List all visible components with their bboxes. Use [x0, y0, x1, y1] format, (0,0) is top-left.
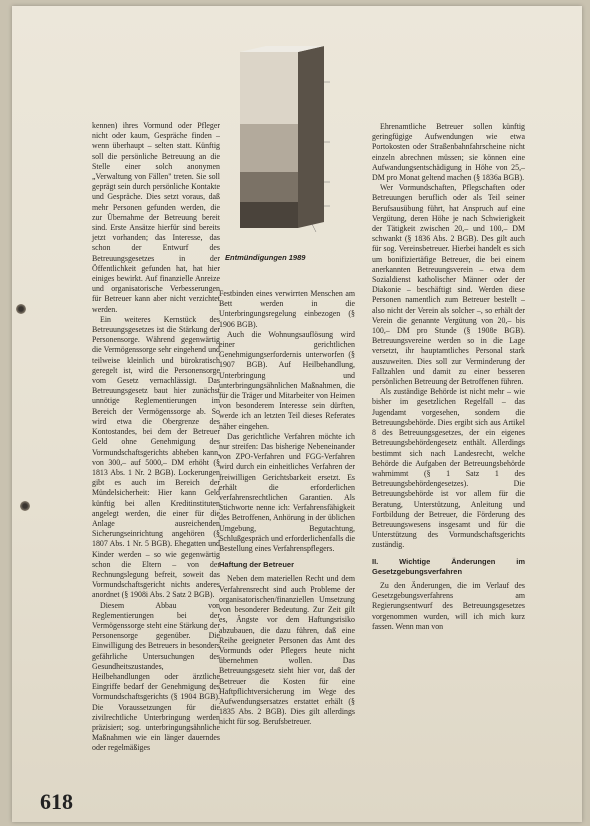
- stacked-block-figure: [220, 32, 356, 262]
- figure-segment-1: [240, 52, 298, 124]
- paragraph: Zu den Änderungen, die im Verlauf des Gesetzgebungsverfahrens am Regierungsentwurf des Betreuungsgesetzes vorgenommen wurden, will ich mich kurz fassen. Wenn man von: [372, 580, 525, 631]
- text-column-1: [92, 121, 220, 754]
- paragraph: kennen) ihres Vormund oder Pfleger nicht oder kaum, Gespräche finden – wenn überhaupt – selten statt. Künftig soll die persönliche Betreuung an die Stelle einer solch anonymen „Verwaltung von Fällen" treten. Sie soll geprägt sein durch persönliche Kontakte und Gespräche. Dies setzt voraus, daß mehr Personen gefunden werden, die zur Übernahme der Betreuung bereit sind. Erste Ansätze hierfür sind bereits jetzt vorhanden; das Interesse, das schon der Entwurf des Betreuungsgesetzes in der Öffentlichkeit gefunden hat, hat hier einiges bewirkt. Auf finanzielle Anreize und organisatorische Verbesserungen für Betreuer kann aber nicht verzichtet werden.: [92, 121, 220, 314]
- figure-side-face: [298, 46, 324, 228]
- page-number: 618: [40, 789, 73, 814]
- paragraph: Neben dem materiellen Recht und dem Verfahrensrecht sind auch Probleme der organisatorischen/finanziellen Umsetzung von besonderer Bedeutung. Zur Zeit gilt es, Ängste vor dem Haftungsrisiko abzubauen, die dazu führen, daß eine Reihe geeigneter Personen das Amt des Vormunds oder Pflegers heute nicht übernehmen wollen. Das Betreuungsgesetz sieht hier vor, daß der Betreuer die Kosten für eine Haftpflichtversicherung im Wege des Aufwendungsersatzes erstattet erhält (§ 1835 Abs. 2 BGB). Dies gilt allerdings nicht für sog. Berufsbetreuer.: [219, 574, 355, 727]
- paragraph: Das gerichtliche Verfahren möchte ich nur streifen: Das bisherige Nebeneinander von ZPO-Verfahren und FGG-Verfahren wird durch ein einheitliches Verfahren der freiwilligen Gerichtsbarkeit ersetzt. Es erhält die erforderlichen verfahrensrechtlichen Garantien. Als Stichworte nenne ich: Verfahrensfähigkeit des Betroffenen, Anhörung in der üblichen Umgebung, Begutachtung, Schlußgespräch und erforderlichenfalls die Bestellung eines Verfahrenspflegers.: [219, 431, 355, 554]
- figure-segment-2: [240, 124, 298, 172]
- punch-hole-icon: [20, 501, 30, 511]
- paragraph: Ehrenamtliche Betreuer sollen künftig geringfügige Aufwendungen wie etwa Portokosten oder Straßenbahnfahrscheine nicht einzeln abrechnen müssen; sie können eine Aufwandungsentschädigung in Höhe von 25,– DM pro Monat geltend machen (§ 1836a BGB).: [372, 122, 525, 183]
- figure-caption: Entmündigungen 1989: [225, 253, 306, 262]
- document-page: [12, 6, 582, 822]
- section-heading: II. Wichtige Änderungen im Gesetzgebungsverfahren: [372, 556, 525, 576]
- text-column-3: [372, 122, 525, 632]
- text-column-2: [219, 289, 355, 728]
- paragraph: Diesem Abbau von Reglementierungen bei der Vermögenssorge steht eine Stärkung der Personensorge gegenüber. Die Einwilligung des Betreuers in besonders gefährliche Untersuchungen des Gesundheitszustandes, Heilbehandlungen oder ärztliche Eingriffe bedarf der Genehmigung des Vormundschaftsgerichts (§ 1904 BGB). Die Voraussetzungen für die zivilrechtliche Unterbringung werden präzisiert; sog. unterbringungsähnliche Maßnahmen wie ein länger dauerndes oder regelmäßiges: [92, 600, 220, 753]
- paragraph: Als zuständige Behörde ist nicht mehr – wie bisher im gesetzlichen Regelfall – das Jugendamt vorgesehen, sondern die Betreuungsbehörde. Dies ergibt sich aus Artikel 8 des Betreuungsgesetzes, der ein eigenes Betreuungsbehördengesetz enthält. Allerdings bestimmt sich nach Landesrecht, welche Behörde die Aufgaben der Betreuungsbehörde wahrnimmt (§ 1 Satz 1 des Betreuungsbehördengesetzes). Die Betreuungsbehörde ist vor allem für die Beratung, Unterstützung, Anleitung und Fortbildung der Betreuer, die Förderung des Betreuungswesens insgesamt und für die Unterstützung des Vormundschaftsgerichts zuständig.: [372, 387, 525, 550]
- paragraph: Auch die Wohnungsauflösung wird einer gerichtlichen Genehmigungserfordernis unterworfen (§ 1907 BGB). Auf Heilbehandlung, Unterbringung und unterbringungsähnlichen Maßnahmen, die für die Träger und Mitarbeiter von Heimen von besonderem Interesse sein dürften, werde ich an letzten Teil dieses Referates näher eingehen.: [219, 329, 355, 431]
- figure-segment-3: [240, 172, 298, 202]
- punch-hole-icon: [16, 304, 26, 314]
- figure-segment-4: [240, 202, 298, 228]
- section-heading: Haftung der Betreuer: [219, 560, 295, 570]
- paragraph: Wer Vormundschaften, Pflegschaften oder Betreuungen beruflich oder als Teil seiner Berufsausübung führt, hat Anspruch auf eine Vergütung, deren Höhe je nach Schwierigkeit der Tätigkeit zwischen 20,– und 100,– DM schwankt (§ 1836 Abs. 2 BGB). Des gilt auch für sog. Vereinsbetreuer. Hierbei handelt es sich um bonifiziertäfige Betreuer, die bei einem anerkannten Betreuungsverein – etwa dem Sozialdienst katholischer Männer oder der Diakonie – beschäftigt sind. Werden diese Personen namentlich zum Betreuer bestellt – also nicht der Verein als solcher –, so erhält der Verein die genannte Vergütung von 20,– bis 100,– DM pro Stunde (§ 1908e BGB). Betreuungsvereine werden so in die Lage versetzt, ihr hauptamtliches Personal stark auszuweiten. Dies soll zur Verminderung der Fallzahlen und damit zu einer besseren persönlichen Betreuung der Betroffenen führen.: [372, 183, 525, 387]
- paragraph: Festbinden eines verwirrten Menschen am Bett werden in die Unterbringungsregelung einbezogen (§ 1906 BGB).: [219, 289, 355, 329]
- paragraph: Ein weiteres Kernstück des Betreuungsgesetzes ist die Stärkung der Personensorge. Während gegenwärtig die Vermögenssorge sehr eingehend und teilweise kleinlich und bürokratisch geregelt ist, wird die Personensorge vom Gesetz vernachlässigt. Das Betreuungsgesetz baut hier zunächst unnötige Reglementierungen im Bereich der Vermögenssorge ab. So wird etwa die Obergrenze des Kontostandes, bei dem der Betreuer Geld ohne Genehmigung des Vormundschaftsgerichts abheben kann, von 300,– auf 5000,– DM erhöht (§ 1813 Abs. 1 Nr. 2 BGB). Lockerungen gibt es auch im Bereich der Mündelsicherheit: Hier kann Geld künftig bei allen Kreditinstituten angelegt werden, die einer für die Anlage ausreichenden Sicherungseinrichtung angehören (§ 1807 Abs. 1 Nr. 5 BGB). Ehegatten und Kinder werden – so wie gegenwärtig schon die Eltern – von der Rechnungslegung befreit, soweit das Vormundschaftsgericht nichts anderes anordnet (§ 1908i Abs. 2 Satz 2 BGB).: [92, 314, 220, 600]
